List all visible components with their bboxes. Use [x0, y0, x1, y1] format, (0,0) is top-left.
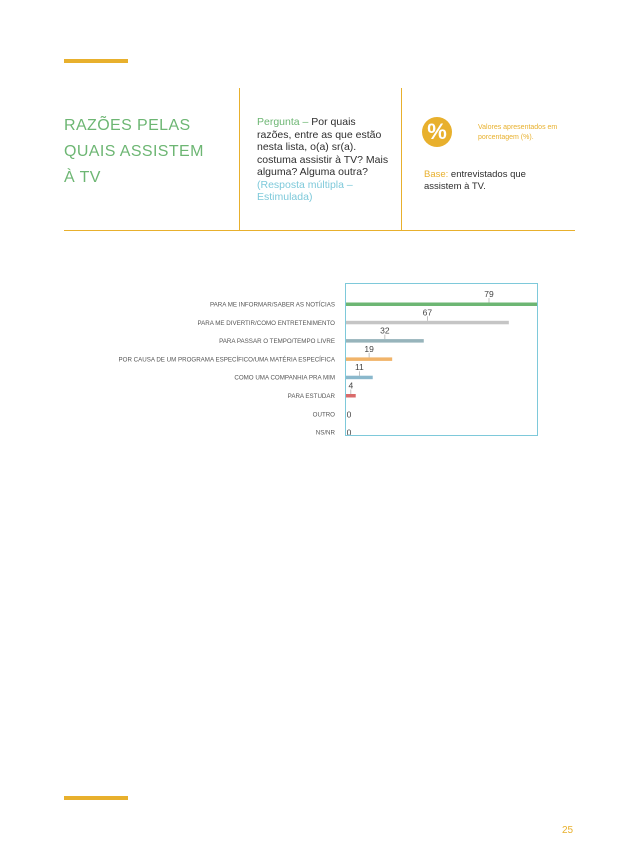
- section-title-line: À TV: [64, 169, 101, 186]
- percent-icon: %: [422, 117, 452, 147]
- question-prefix: Pergunta –: [257, 116, 309, 128]
- value-label: 4: [348, 380, 354, 391]
- base-prefix: Base:: [424, 169, 449, 180]
- category-label: POR CAUSA DE UM PROGRAMA ESPECÍFICO/UMA MATÉRIA ESPECÍFICA: [118, 356, 335, 364]
- value-label: 19: [364, 343, 374, 354]
- question-suffix: (Resposta múltipla – Estimulada): [257, 178, 353, 203]
- value-label: 79: [484, 289, 494, 299]
- category-label: NS/NR: [315, 429, 335, 437]
- category-label: PARA ME INFORMAR/SABER AS NOTÍCIAS: [209, 301, 335, 309]
- question-body: Por quais razões, entre as que estão nesta lista, o(a) sr(a). costuma assistir à TV? Mais alguma? Alguma outra?: [257, 116, 389, 178]
- section-title-line: QUAIS ASSISTEM: [64, 143, 204, 160]
- chart-frame: [345, 283, 538, 436]
- accent-bar-bottom: [64, 796, 128, 800]
- value-label: 0: [346, 427, 352, 438]
- category-label: PARA ESTUDAR: [287, 393, 335, 400]
- category-label: COMO UMA COMPANHIA PRA MIM: [234, 374, 335, 382]
- values-note: Valores apresentados em porcentagem (%).: [478, 124, 558, 141]
- value-label: 11: [354, 362, 364, 373]
- page-number: 25: [562, 825, 574, 836]
- category-label: PARA ME DIVERTIR/COMO ENTRETENIMENTO: [197, 319, 335, 327]
- category-label: PARA PASSAR O TEMPO/TEMPO LIVRE: [219, 338, 335, 346]
- section-title-line: RAZÕES PELAS: [64, 117, 191, 134]
- base-text: entrevistados que assistem à TV.: [424, 169, 526, 192]
- value-label: 0: [346, 409, 352, 420]
- category-label: OUTRO: [312, 411, 335, 419]
- value-label: 67: [422, 307, 433, 318]
- value-label: 32: [380, 325, 390, 336]
